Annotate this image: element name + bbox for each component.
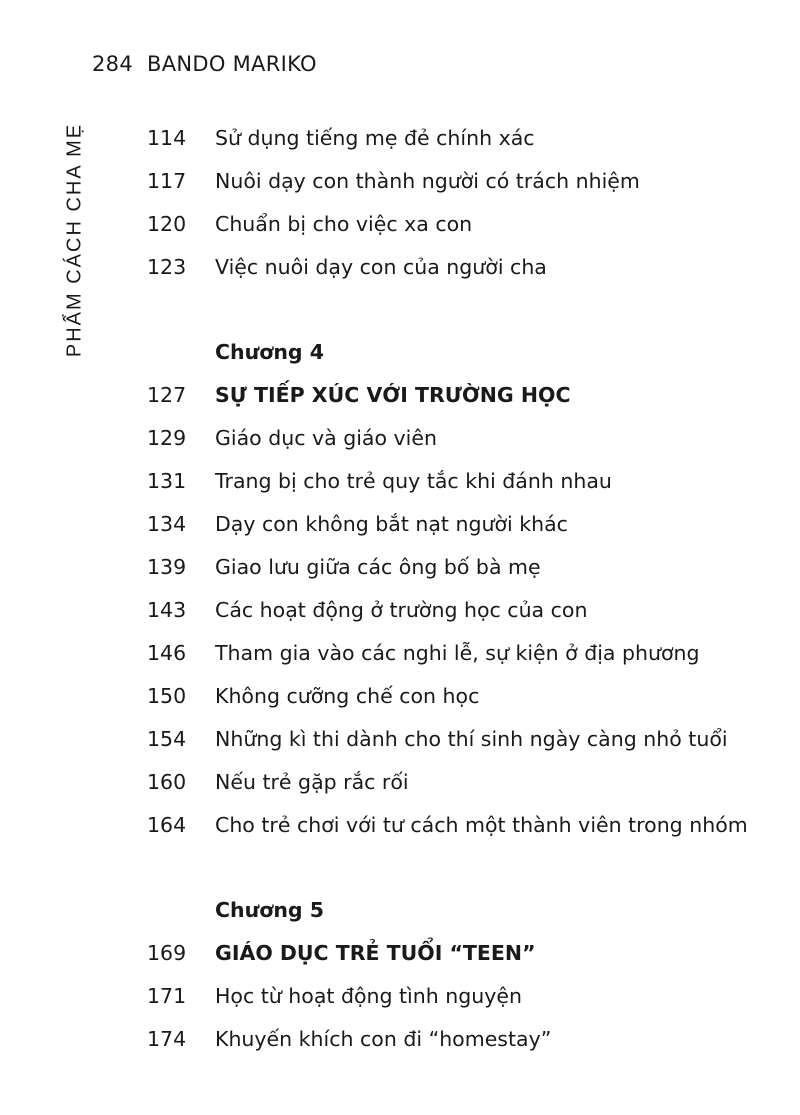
toc-entry <box>147 810 787 853</box>
entry-title: Dạy con không bắt nạt người khác <box>215 512 568 536</box>
entry-page-number: 117 <box>147 169 187 193</box>
entry-page-number: 164 <box>147 813 187 837</box>
entry-title: Giao lưu giữa các ông bố bà mẹ <box>215 555 541 579</box>
toc-entry <box>147 638 787 681</box>
entry-title: Cho trẻ chơi với tư cách một thành viên trong nhóm <box>215 813 748 837</box>
toc-entry <box>147 681 787 724</box>
entry-page-number: 131 <box>147 469 187 493</box>
entry-page-number: 134 <box>147 512 187 536</box>
toc-entry <box>147 123 787 166</box>
entry-page-number: 143 <box>147 598 187 622</box>
toc-entry <box>147 209 787 252</box>
entry-title: Chuẩn bị cho việc xa con <box>215 212 473 236</box>
toc-entry <box>147 380 787 423</box>
toc-entry <box>147 423 787 466</box>
entry-title: Những kì thi dành cho thí sinh ngày càng nhỏ tuổi <box>215 727 728 751</box>
entry-page-number: 127 <box>147 383 187 407</box>
entry-title: Giáo dục và giáo viên <box>215 426 437 450</box>
toc-entry <box>147 767 787 810</box>
toc-entry <box>147 552 787 595</box>
entry-title: GIÁO DỤC TRẺ TUỔI “TEEN” <box>215 941 536 965</box>
entry-page-number: 123 <box>147 255 187 279</box>
toc-entry <box>147 1024 787 1067</box>
chapter-heading: Chương 4 <box>215 340 324 364</box>
side-book-title: PHẨM CÁCH CHA MẸ <box>63 122 86 358</box>
entry-title: Học từ hoạt động tình nguyện <box>215 984 522 1008</box>
entry-page-number: 169 <box>147 941 187 965</box>
entry-page-number: 154 <box>147 727 187 751</box>
toc-entry <box>147 466 787 509</box>
chapter-heading: Chương 5 <box>215 898 324 922</box>
toc-entry <box>147 166 787 209</box>
entry-title: Khuyến khích con đi “homestay” <box>215 1027 552 1051</box>
toc-entry <box>147 252 787 295</box>
entry-page-number: 150 <box>147 684 187 708</box>
page-number: 284 <box>92 52 133 76</box>
entry-title: Việc nuôi dạy con của người cha <box>215 255 547 279</box>
entry-page-number: 174 <box>147 1027 187 1051</box>
toc-entry <box>147 938 787 981</box>
author-name: BANDO MARIKO <box>146 52 317 76</box>
entry-page-number: 120 <box>147 212 187 236</box>
entry-title: Sử dụng tiếng mẹ đẻ chính xác <box>215 126 535 150</box>
entry-title: Nếu trẻ gặp rắc rối <box>215 770 409 794</box>
toc-entry <box>147 981 787 1024</box>
entry-title: Không cưỡng chế con học <box>215 684 480 708</box>
entry-page-number: 171 <box>147 984 187 1008</box>
running-header <box>92 52 317 76</box>
entry-page-number: 139 <box>147 555 187 579</box>
entry-title: Tham gia vào các nghi lễ, sự kiện ở địa phương <box>215 641 700 665</box>
entry-title: Trang bị cho trẻ quy tắc khi đánh nhau <box>215 469 612 493</box>
entry-title: Các hoạt động ở trường học của con <box>215 598 588 622</box>
entry-page-number: 114 <box>147 126 187 150</box>
entry-title: Nuôi dạy con thành người có trách nhiệm <box>215 169 640 193</box>
entry-page-number: 146 <box>147 641 187 665</box>
toc-entry <box>147 724 787 767</box>
entry-page-number: 160 <box>147 770 187 794</box>
entry-page-number: 129 <box>147 426 187 450</box>
toc-entry <box>147 509 787 552</box>
table-of-contents <box>147 123 787 1067</box>
toc-entry <box>147 595 787 638</box>
entry-title: SỰ TIẾP XÚC VỚI TRƯỜNG HỌC <box>215 383 571 407</box>
